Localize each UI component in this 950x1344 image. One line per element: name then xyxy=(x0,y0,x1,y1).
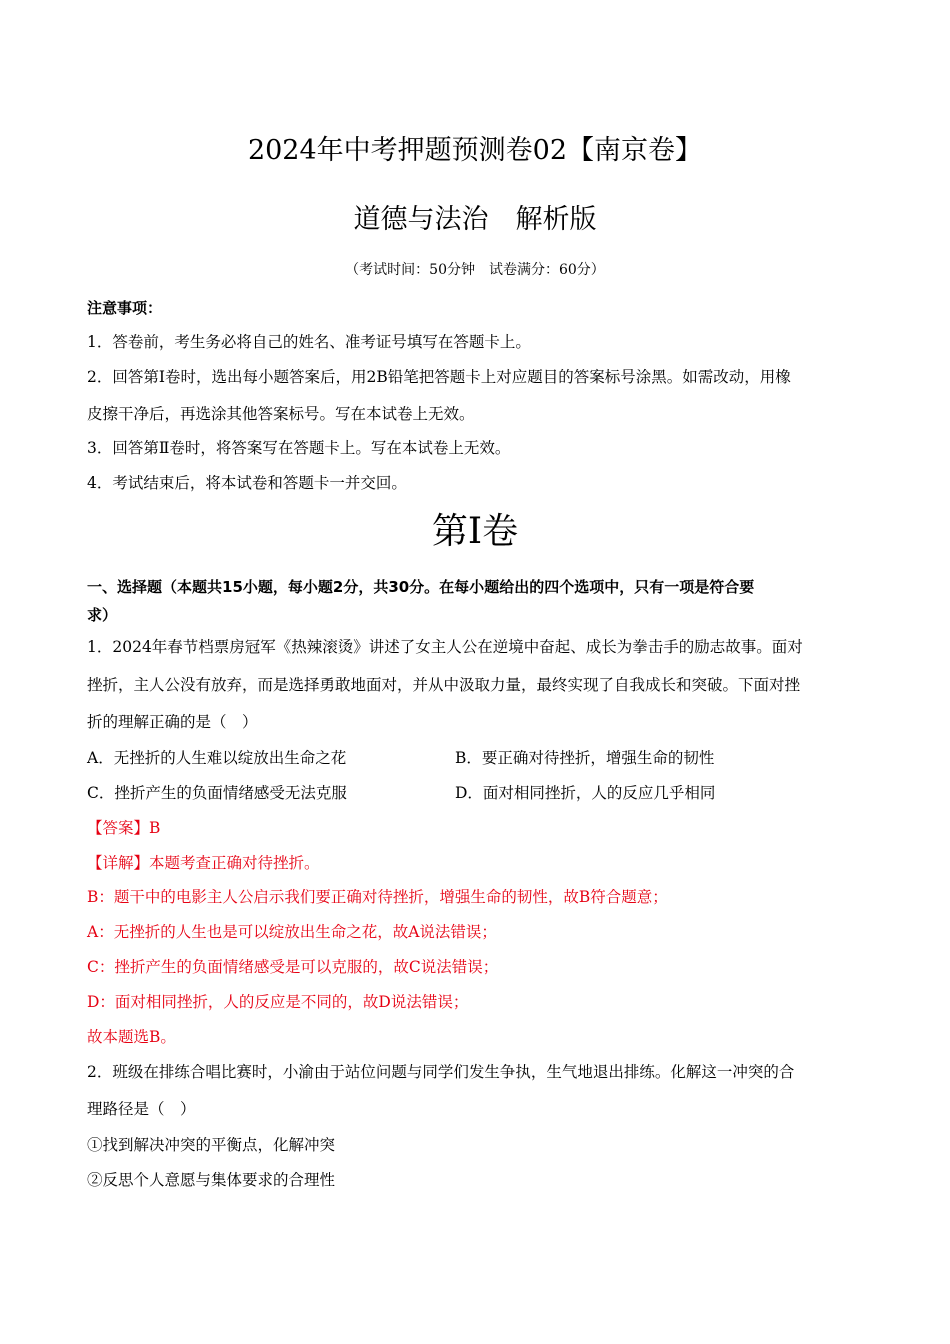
exam-subtitle: 道德与法治 解析版 xyxy=(353,204,597,235)
question-1-stem: 挫折，主人公没有放弃，而是选择勇敢地面对，并从中汲取力量，最终实现了自我成长和突破。下面对挫 xyxy=(87,676,801,694)
option-b: B．要正确对待挫折，增强生命的韧性 xyxy=(455,749,715,767)
analysis-line: B：题干中的电影主人公启示我们要正确对待挫折，增强生命的韧性，故B符合题意； xyxy=(87,888,668,906)
option-a: A．无挫折的人生难以绽放出生命之花 xyxy=(87,749,347,767)
analysis-line: A：无挫折的人生也是可以绽放出生命之花，故A说法错误； xyxy=(87,923,497,941)
notice-item: 皮擦干净后，再选涂其他答案标号。写在本试卷上无效。 xyxy=(87,405,475,423)
question-2-stem: 2．班级在排练合唱比赛时，小渝由于站位问题与同学们发生争执，生气地退出排练。化解这一冲突的合 xyxy=(87,1063,795,1081)
notice-item: 2．回答第Ⅰ卷时，选出每小题答案后，用2B铅笔把答题卡上对应题目的答案标号涂黑。如需改动，用橡 xyxy=(87,368,791,386)
exam-info: （考试时间：50分钟 试卷满分：60分） xyxy=(345,262,605,278)
analysis-line: 【详解】本题考查正确对待挫折。 xyxy=(87,854,320,872)
notice-item: 4．考试结束后，将本试卷和答题卡一并交回。 xyxy=(87,474,407,492)
question-2-item: ①找到解决冲突的平衡点，化解冲突 xyxy=(87,1136,336,1154)
notice-heading: 注意事项： xyxy=(87,299,163,317)
question-2-stem: 理路径是（ ） xyxy=(87,1100,196,1118)
answer: 【答案】B xyxy=(87,819,161,837)
question-1-stem: 折的理解正确的是（ ） xyxy=(87,713,258,731)
section-title: 第Ⅰ卷 xyxy=(431,511,519,552)
analysis-line: D：面对相同挫折，人的反应是不同的，故D说法错误； xyxy=(87,993,469,1011)
question-1-stem: 1．2024年春节档票房冠军《热辣滚烫》讲述了女主人公在逆境中奋起、成长为拳击手的励志故事。面对 xyxy=(87,638,803,656)
analysis-conclusion: 故本题选B。 xyxy=(87,1028,176,1046)
notice-item: 1．答卷前，考生务必将自己的姓名、准考证号填写在答题卡上。 xyxy=(87,333,531,351)
option-d: D．面对相同挫折，人的反应几乎相同 xyxy=(455,784,716,802)
question-2-item: ②反思个人意愿与集体要求的合理性 xyxy=(87,1171,336,1189)
section-heading: 一、选择题（本题共15小题，每小题2分，共30分。在每小题给出的四个选项中，只有一项是符合要 xyxy=(87,578,755,596)
option-c: C．挫折产生的负面情绪感受无法克服 xyxy=(87,784,347,802)
exam-title: 2024年中考押题预测卷02【南京卷】 xyxy=(247,135,703,166)
section-heading-cont: 求） xyxy=(87,606,118,624)
analysis-line: C：挫折产生的负面情绪感受是可以克服的，故C说法错误； xyxy=(87,958,499,976)
notice-item: 3．回答第Ⅱ卷时，将答案写在答题卡上。写在本试卷上无效。 xyxy=(87,439,511,457)
